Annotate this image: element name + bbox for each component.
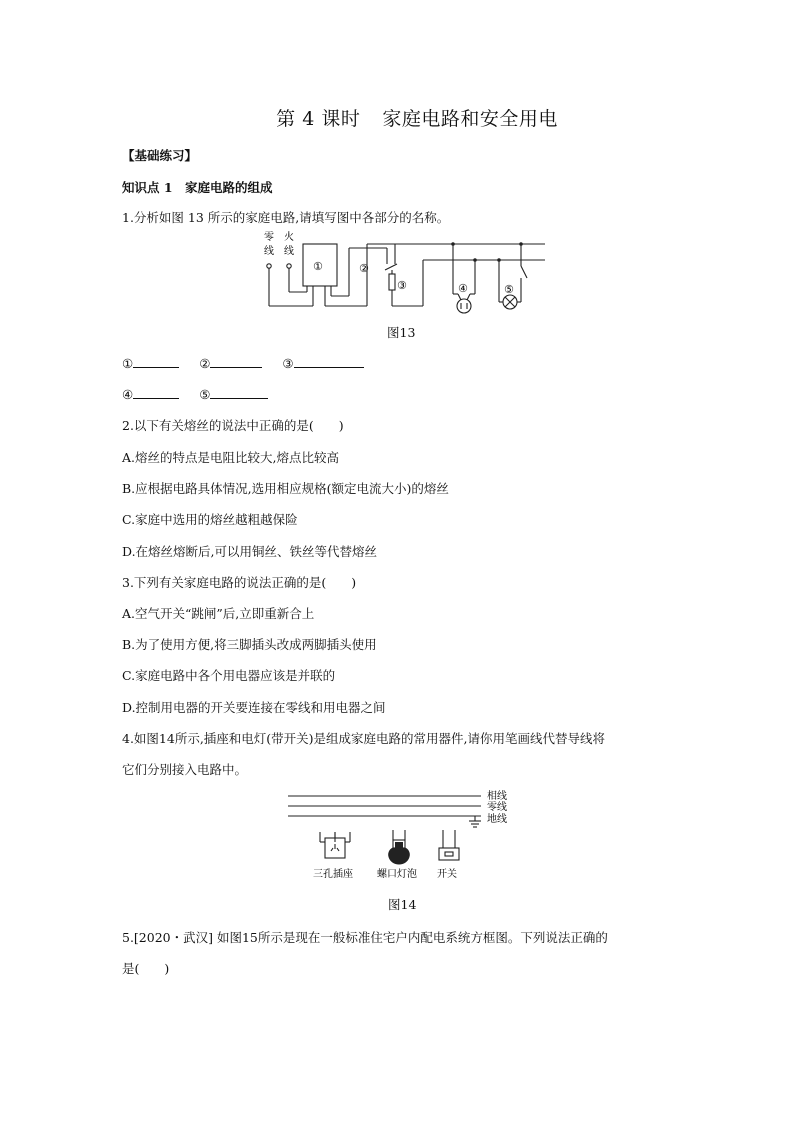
live-line-label: 相线 [487, 791, 507, 802]
neutral-label-1: 零 [264, 232, 274, 243]
answer-blank-4[interactable] [133, 386, 179, 399]
q4-stem-line-2: 它们分别接入电路中。 [122, 762, 248, 777]
q2-option-d: D.在熔丝熔断后,可以用铜丝、铁丝等代替熔丝 [122, 544, 378, 559]
answer-blank-5[interactable] [210, 386, 268, 399]
q2-option-a: A.熔丝的特点是电阻比较大,熔点比较高 [122, 450, 339, 465]
q1-blanks-row-2 [122, 386, 268, 402]
blank-label-2: ② [199, 356, 211, 371]
q3-option-c: C.家庭电路中各个用电器应该是并联的 [122, 668, 336, 683]
q3-stem: 3.下列有关家庭电路的说法正确的是( ) [122, 575, 357, 590]
page-title [0, 104, 794, 131]
switch-label: 开关 [437, 869, 457, 880]
label-3: ③ [397, 279, 407, 292]
q5-stem-line-2: 是( ) [122, 961, 170, 976]
q2-stem: 2.以下有关熔丝的说法中正确的是( ) [122, 418, 344, 433]
socket-label: 三孔插座 [313, 869, 353, 880]
answer-blank-3[interactable] [294, 355, 364, 368]
bulb-label: 螺口灯泡 [377, 869, 417, 880]
blank-label-1: ① [122, 356, 134, 371]
live-label-2: 线 [284, 246, 294, 257]
blank-label-4: ④ [122, 387, 134, 402]
ground-line-label: 地线 [487, 814, 507, 825]
label-4: ④ [458, 282, 468, 295]
live-label-1: 火 [284, 232, 294, 243]
q4-stem-line-1: 4.如图14所示,插座和电灯(带开关)是组成家庭电路的常用器件,请你用笔画线代替导线将 [122, 731, 606, 746]
neutral-line-label: 零线 [487, 802, 507, 813]
blank-label-5: ⑤ [199, 387, 211, 402]
q3-option-d: D.控制用电器的开关要连接在零线和用电器之间 [122, 700, 386, 715]
knowledge-point-heading: 知识点 1 家庭电路的组成 [122, 180, 273, 195]
q2-option-b: B.应根据电路具体情况,选用相应规格(额定电流大小)的熔丝 [122, 481, 449, 496]
q3-option-b: B.为了使用方便,将三脚插头改成两脚插头使用 [122, 637, 377, 652]
q2-option-c: C.家庭中选用的熔丝越粗越保险 [122, 512, 298, 527]
label-5: ⑤ [504, 283, 514, 296]
blank-label-3: ③ [282, 356, 294, 371]
figure-14-wiring-diagram [285, 786, 525, 886]
q1-blanks-row-1 [122, 355, 364, 371]
lesson-topic: 家庭电路和安全用电 [382, 108, 558, 130]
figure-13-caption: 图13 [387, 325, 416, 340]
neutral-label-2: 线 [264, 246, 274, 257]
label-1: ① [313, 260, 323, 273]
figure-13-circuit-diagram [255, 226, 545, 321]
q1-stem: 1.分析如图 13 所示的家庭电路,请填写图中各部分的名称。 [122, 210, 450, 225]
section-heading: 【基础练习】 [122, 148, 198, 163]
q3-option-a: A.空气开关“跳闸”后,立即重新合上 [122, 606, 315, 621]
lesson-number: 第 4 课时 [276, 108, 361, 130]
answer-blank-1[interactable] [133, 355, 179, 368]
figure-14-caption: 图14 [388, 897, 417, 912]
answer-blank-2[interactable] [210, 355, 262, 368]
label-2: ② [359, 262, 369, 275]
q5-stem-line-1: 5.[2020・武汉] 如图15所示是现在一般标准住宅户内配电系统方框图。下列说法正确的 [122, 930, 608, 945]
